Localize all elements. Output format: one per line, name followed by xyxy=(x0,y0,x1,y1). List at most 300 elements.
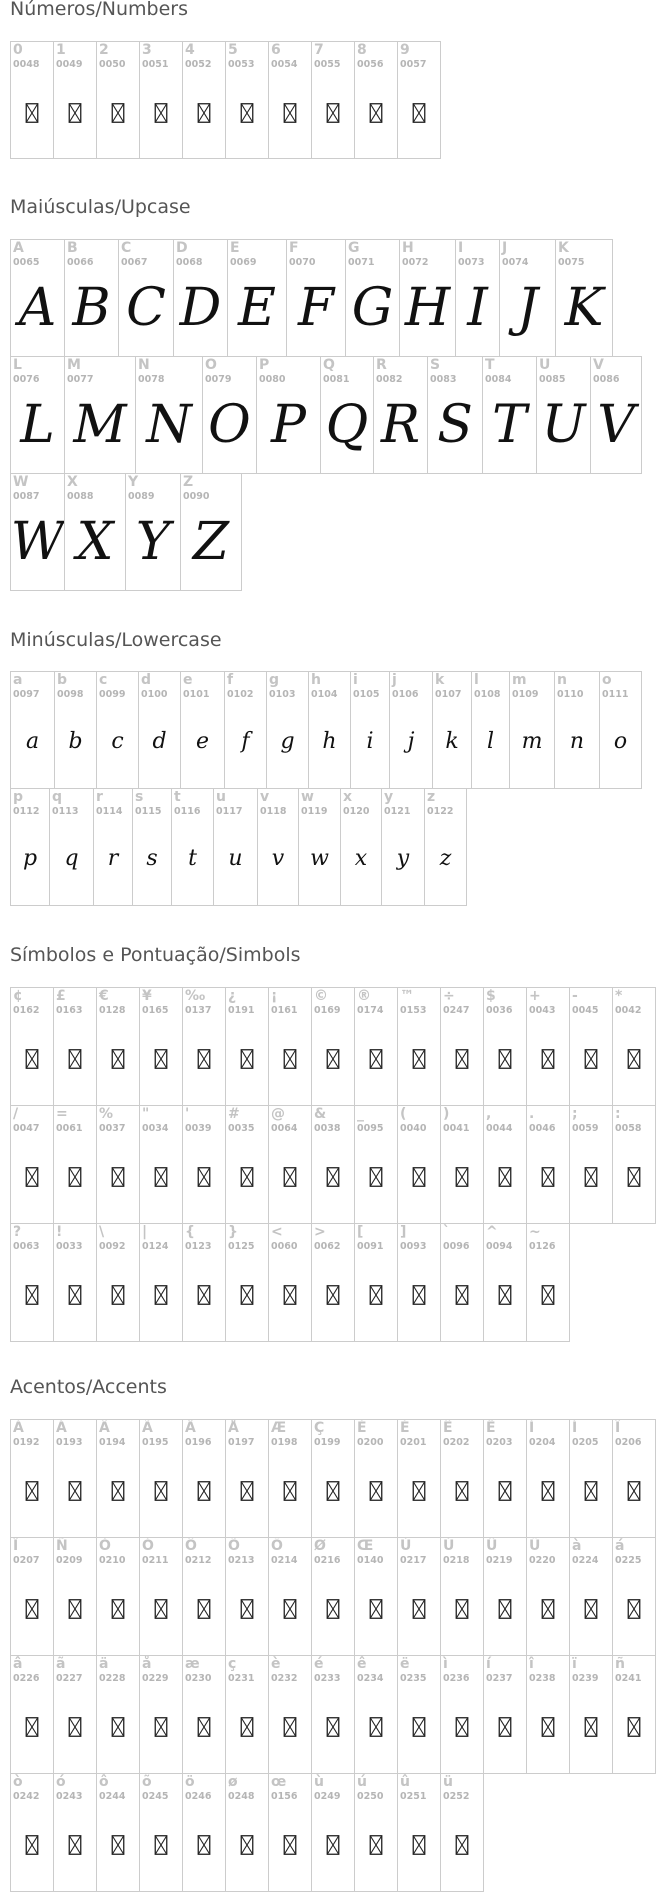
glyph-char-label: [ xyxy=(357,1224,364,1240)
missing-glyph-icon xyxy=(327,1599,340,1619)
glyph-code-label: 0105 xyxy=(353,689,380,700)
glyph-char-label: Ã xyxy=(142,1420,153,1436)
glyph-char-label: I xyxy=(458,240,464,256)
glyph-cell xyxy=(257,788,299,906)
script-glyph-preview: j xyxy=(407,728,415,754)
glyph-char-label: d xyxy=(141,672,152,688)
glyph-cell xyxy=(345,239,400,357)
glyph-code-label: 0033 xyxy=(56,1241,83,1252)
glyph-cell xyxy=(397,987,441,1106)
missing-glyph-icon xyxy=(456,1049,469,1069)
glyph-code-label: 0045 xyxy=(572,1005,599,1016)
glyph-cell xyxy=(182,1419,226,1538)
glyph-char-label: á xyxy=(615,1538,625,1554)
glyph-cell xyxy=(53,987,97,1106)
glyph-char-label: 5 xyxy=(228,42,238,58)
glyph-code-label: 0112 xyxy=(13,806,40,817)
missing-glyph-icon xyxy=(112,1167,125,1187)
glyph-char-label: ~ xyxy=(529,1224,541,1240)
glyph-char-label: 9 xyxy=(400,42,410,58)
glyph-char-label: È xyxy=(357,1420,367,1436)
glyph-char-label: ï xyxy=(572,1656,577,1672)
glyph-char-label: C xyxy=(121,240,132,256)
glyph-code-label: 0098 xyxy=(57,689,84,700)
script-glyph-preview: d xyxy=(152,728,167,754)
glyph-code-label: 0227 xyxy=(56,1673,83,1684)
glyph-char-label: " xyxy=(142,1106,150,1122)
missing-glyph-icon xyxy=(198,1835,211,1855)
glyph-code-label: 0192 xyxy=(13,1437,40,1448)
glyph-cell xyxy=(139,1655,183,1774)
glyph-char-label: k xyxy=(435,672,445,688)
script-glyph-preview: E xyxy=(238,278,276,338)
glyph-char-label: 4 xyxy=(185,42,195,58)
glyph-char-label: y xyxy=(384,789,394,805)
glyph-code-label: 0079 xyxy=(205,374,232,385)
glyph-code-label: 0110 xyxy=(557,689,584,700)
glyph-cell xyxy=(308,671,351,789)
script-glyph-preview: A xyxy=(18,278,57,338)
glyph-cell xyxy=(268,1105,312,1224)
glyph-char-label: O xyxy=(205,357,217,373)
missing-glyph-icon xyxy=(327,1049,340,1069)
glyph-cell xyxy=(526,1105,570,1224)
glyph-cell xyxy=(96,41,140,159)
missing-glyph-icon xyxy=(198,1481,211,1501)
script-glyph-preview: F xyxy=(297,278,335,338)
glyph-code-label: 0169 xyxy=(314,1005,341,1016)
glyph-char-label: h xyxy=(311,672,321,688)
script-glyph-preview: J xyxy=(517,278,538,338)
glyph-char-label: Z xyxy=(183,474,194,490)
missing-glyph-icon xyxy=(26,1167,39,1187)
glyph-code-label: 0234 xyxy=(357,1673,384,1684)
glyph-cell xyxy=(397,1419,441,1538)
glyph-cell xyxy=(53,1419,97,1538)
missing-glyph-icon xyxy=(26,1717,39,1737)
script-glyph-preview: k xyxy=(445,728,459,754)
missing-glyph-icon xyxy=(499,1049,512,1069)
glyph-cell xyxy=(397,41,441,159)
glyph-code-label: 0204 xyxy=(529,1437,556,1448)
glyph-code-label: 0041 xyxy=(443,1123,470,1134)
glyph-code-label: 0238 xyxy=(529,1673,556,1684)
script-glyph-preview: c xyxy=(111,728,124,754)
glyph-code-label: 0107 xyxy=(435,689,462,700)
missing-glyph-icon xyxy=(327,1717,340,1737)
glyph-char-label: ¿ xyxy=(228,988,237,1004)
missing-glyph-icon xyxy=(155,1599,168,1619)
glyph-char-label: Œ xyxy=(357,1538,374,1554)
glyph-code-label: 0162 xyxy=(13,1005,40,1016)
script-glyph-preview: w xyxy=(310,845,329,871)
glyph-cell xyxy=(590,356,642,474)
glyph-code-label: 0047 xyxy=(13,1123,40,1134)
glyph-cell xyxy=(10,1223,54,1342)
missing-glyph-icon xyxy=(155,1049,168,1069)
glyph-char-label: X xyxy=(67,474,78,490)
script-glyph-preview: P xyxy=(271,395,306,455)
glyph-char-label: ì xyxy=(443,1656,448,1672)
glyph-code-label: 0082 xyxy=(376,374,403,385)
glyph-cell xyxy=(49,788,94,906)
glyph-code-label: 0093 xyxy=(400,1241,427,1252)
glyph-cell xyxy=(139,1223,183,1342)
glyph-grid-symbols xyxy=(10,987,655,1341)
glyph-cell xyxy=(482,356,537,474)
glyph-code-label: 0219 xyxy=(486,1555,513,1566)
script-glyph-preview: e xyxy=(195,728,210,754)
glyph-code-label: 0247 xyxy=(443,1005,470,1016)
missing-glyph-icon xyxy=(585,1481,598,1501)
glyph-cell xyxy=(10,1655,54,1774)
glyph-char-label: B xyxy=(67,240,78,256)
glyph-char-label: 3 xyxy=(142,42,152,58)
glyph-cell xyxy=(483,1223,527,1342)
glyph-char-label: ¢ xyxy=(13,988,23,1004)
glyph-char-label: Ç xyxy=(314,1420,325,1436)
glyph-char-label: é xyxy=(314,1656,324,1672)
glyph-cell xyxy=(354,41,398,159)
glyph-char-label: l xyxy=(474,672,479,688)
glyph-char-label: ? xyxy=(13,1224,22,1240)
glyph-cell xyxy=(118,239,174,357)
glyph-cell xyxy=(227,239,287,357)
glyph-code-label: 0044 xyxy=(486,1123,513,1134)
glyph-cell xyxy=(182,1223,226,1342)
glyph-code-label: 0067 xyxy=(121,257,148,268)
glyph-cell xyxy=(182,1105,226,1224)
glyph-code-label: 0214 xyxy=(271,1555,298,1566)
glyph-code-label: 0083 xyxy=(430,374,457,385)
glyph-char-label: S xyxy=(430,357,441,373)
glyph-cell xyxy=(311,1223,355,1342)
glyph-char-label: ö xyxy=(185,1774,195,1790)
glyph-cell xyxy=(182,41,226,159)
script-glyph-preview: H xyxy=(404,278,451,338)
glyph-char-label: i xyxy=(353,672,358,688)
glyph-code-label: 0049 xyxy=(56,59,83,70)
glyph-code-label: 0104 xyxy=(311,689,338,700)
glyph-code-label: 0078 xyxy=(138,374,165,385)
script-glyph-preview: I xyxy=(467,278,488,338)
missing-glyph-icon xyxy=(69,1167,82,1187)
glyph-code-label: 0059 xyxy=(572,1123,599,1134)
missing-glyph-icon xyxy=(327,103,340,123)
glyph-cell xyxy=(440,1419,484,1538)
script-glyph-preview: X xyxy=(76,512,114,572)
glyph-char-label: ) xyxy=(443,1106,450,1122)
glyph-char-label: ø xyxy=(228,1774,238,1790)
glyph-code-label: 0080 xyxy=(259,374,286,385)
glyph-code-label: 0232 xyxy=(271,1673,298,1684)
glyph-char-label: - xyxy=(572,988,578,1004)
glyph-code-label: 0244 xyxy=(99,1791,126,1802)
script-glyph-preview: b xyxy=(68,728,83,754)
glyph-char-label: n xyxy=(557,672,567,688)
glyph-code-label: 0120 xyxy=(343,806,370,817)
glyph-char-label: É xyxy=(400,1420,410,1436)
glyph-cell xyxy=(311,1419,355,1538)
glyph-cell xyxy=(424,788,467,906)
glyph-char-label: z xyxy=(427,789,436,805)
script-glyph-preview: q xyxy=(64,845,79,871)
glyph-cell xyxy=(389,671,433,789)
glyph-cell xyxy=(440,1223,484,1342)
glyph-code-label: 0101 xyxy=(183,689,210,700)
script-glyph-preview: a xyxy=(25,728,40,754)
glyph-code-label: 0210 xyxy=(99,1555,126,1566)
glyph-char-label: $ xyxy=(486,988,496,1004)
glyph-code-label: 0200 xyxy=(357,1437,384,1448)
glyph-code-label: 0084 xyxy=(485,374,512,385)
glyph-cell xyxy=(354,987,398,1106)
glyph-code-label: 0037 xyxy=(99,1123,126,1134)
glyph-code-label: 0126 xyxy=(529,1241,556,1252)
glyph-code-label: 0226 xyxy=(13,1673,40,1684)
glyph-code-label: 0194 xyxy=(99,1437,126,1448)
missing-glyph-icon xyxy=(241,1049,254,1069)
glyph-cell xyxy=(268,1655,312,1774)
section-title-symbols: Símbolos e Pontuação/Simbols xyxy=(10,944,301,966)
glyph-char-label: * xyxy=(615,988,623,1004)
glyph-char-label: ç xyxy=(228,1656,237,1672)
glyph-char-label: í xyxy=(486,1656,491,1672)
missing-glyph-icon xyxy=(284,1717,297,1737)
missing-glyph-icon xyxy=(628,1167,641,1187)
glyph-cell xyxy=(182,1655,226,1774)
missing-glyph-icon xyxy=(241,1717,254,1737)
missing-glyph-icon xyxy=(542,1167,555,1187)
glyph-code-label: 0118 xyxy=(260,806,287,817)
glyph-code-label: 0198 xyxy=(271,1437,298,1448)
glyph-code-label: 0100 xyxy=(141,689,168,700)
glyph-cell xyxy=(397,1773,441,1892)
missing-glyph-icon xyxy=(69,1481,82,1501)
glyph-cell xyxy=(225,1223,269,1342)
glyph-code-label: 0174 xyxy=(357,1005,384,1016)
glyph-cell xyxy=(483,1537,527,1656)
glyph-cell xyxy=(53,1537,97,1656)
glyph-char-label: 7 xyxy=(314,42,324,58)
glyph-cell xyxy=(569,1537,613,1656)
glyph-cell xyxy=(96,1537,140,1656)
glyph-char-label: o xyxy=(602,672,612,688)
script-glyph-preview: W xyxy=(10,512,65,572)
missing-glyph-icon xyxy=(499,1167,512,1187)
glyph-char-label: ó xyxy=(56,1774,66,1790)
glyph-code-label: 0211 xyxy=(142,1555,169,1566)
glyph-char-label: g xyxy=(269,672,280,688)
missing-glyph-icon xyxy=(370,1167,383,1187)
missing-glyph-icon xyxy=(370,1481,383,1501)
glyph-cell xyxy=(10,41,54,159)
glyph-code-label: 0202 xyxy=(443,1437,470,1448)
glyph-code-label: 0088 xyxy=(67,491,94,502)
glyph-char-label: ê xyxy=(357,1656,367,1672)
glyph-char-label: Õ xyxy=(228,1538,240,1554)
missing-glyph-icon xyxy=(112,1285,125,1305)
glyph-code-label: 0122 xyxy=(427,806,454,817)
glyph-char-label: P xyxy=(259,357,270,373)
missing-glyph-icon xyxy=(26,1835,39,1855)
glyph-code-label: 0087 xyxy=(13,491,40,502)
glyph-char-label: a xyxy=(13,672,23,688)
glyph-char-label: r xyxy=(96,789,103,805)
glyph-cell xyxy=(612,1419,656,1538)
script-glyph-preview: G xyxy=(351,278,394,338)
glyph-cell xyxy=(10,1537,54,1656)
glyph-code-label: 0231 xyxy=(228,1673,255,1684)
glyph-cell xyxy=(132,788,172,906)
script-glyph-preview: m xyxy=(521,728,543,754)
glyph-char-label: ô xyxy=(99,1774,109,1790)
glyph-cell xyxy=(53,1655,97,1774)
glyph-code-label: 0217 xyxy=(400,1555,427,1566)
glyph-code-label: 0050 xyxy=(99,59,126,70)
glyph-char-label: ^ xyxy=(486,1224,498,1240)
glyph-cell xyxy=(340,788,382,906)
missing-glyph-icon xyxy=(284,1481,297,1501)
glyph-code-label: 0196 xyxy=(185,1437,212,1448)
glyph-char-label: Ñ xyxy=(56,1538,68,1554)
missing-glyph-icon xyxy=(198,1049,211,1069)
glyph-char-label: F xyxy=(289,240,299,256)
glyph-cell xyxy=(311,987,355,1106)
glyph-cell xyxy=(440,1537,484,1656)
script-glyph-preview: f xyxy=(241,728,250,754)
glyph-code-label: 0212 xyxy=(185,1555,212,1566)
glyph-cell xyxy=(397,1537,441,1656)
glyph-code-label: 0061 xyxy=(56,1123,83,1134)
missing-glyph-icon xyxy=(69,1285,82,1305)
glyph-cell xyxy=(526,987,570,1106)
glyph-code-label: 0102 xyxy=(227,689,254,700)
missing-glyph-icon xyxy=(26,1049,39,1069)
glyph-char-label: ( xyxy=(400,1106,407,1122)
missing-glyph-icon xyxy=(327,1167,340,1187)
glyph-cell xyxy=(96,671,139,789)
glyph-char-label: ü xyxy=(443,1774,453,1790)
glyph-char-label: 6 xyxy=(271,42,281,58)
glyph-cell xyxy=(399,239,456,357)
glyph-code-label: 0197 xyxy=(228,1437,255,1448)
glyph-char-label: Ó xyxy=(142,1538,154,1554)
glyph-cell xyxy=(53,41,97,159)
glyph-code-label: 0058 xyxy=(615,1123,642,1134)
glyph-char-label: Ò xyxy=(99,1538,111,1554)
missing-glyph-icon xyxy=(456,1835,469,1855)
glyph-cell xyxy=(381,788,425,906)
missing-glyph-icon xyxy=(542,1481,555,1501)
missing-glyph-icon xyxy=(198,1167,211,1187)
glyph-code-label: 0128 xyxy=(99,1005,126,1016)
glyph-char-label: ÷ xyxy=(443,988,455,1004)
missing-glyph-icon xyxy=(628,1599,641,1619)
script-glyph-preview: i xyxy=(366,728,374,754)
missing-glyph-icon xyxy=(327,1285,340,1305)
script-glyph-preview: y xyxy=(396,845,410,871)
glyph-char-label: æ xyxy=(185,1656,200,1672)
missing-glyph-icon xyxy=(155,1481,168,1501)
glyph-char-label: \ xyxy=(99,1224,105,1240)
glyph-char-label: Y xyxy=(128,474,139,490)
glyph-cell xyxy=(311,1537,355,1656)
glyph-char-label: + xyxy=(529,988,541,1004)
missing-glyph-icon xyxy=(69,1835,82,1855)
missing-glyph-icon xyxy=(155,1717,168,1737)
missing-glyph-icon xyxy=(284,1835,297,1855)
glyph-cell xyxy=(180,671,225,789)
missing-glyph-icon xyxy=(241,1481,254,1501)
glyph-cell xyxy=(298,788,341,906)
glyph-code-label: 0236 xyxy=(443,1673,470,1684)
glyph-code-label: 0056 xyxy=(357,59,384,70)
missing-glyph-icon xyxy=(585,1049,598,1069)
glyph-char-label: Æ xyxy=(271,1420,287,1436)
script-glyph-preview: x xyxy=(354,845,368,871)
glyph-cell xyxy=(171,788,214,906)
glyph-char-label: % xyxy=(99,1106,114,1122)
glyph-char-label: R xyxy=(376,357,387,373)
glyph-char-label: è xyxy=(271,1656,281,1672)
glyph-char-label: Ì xyxy=(529,1420,535,1436)
missing-glyph-icon xyxy=(112,1049,125,1069)
glyph-cell xyxy=(612,1655,656,1774)
glyph-code-label: 0209 xyxy=(56,1555,83,1566)
glyph-cell xyxy=(354,1773,398,1892)
glyph-code-label: 0085 xyxy=(539,374,566,385)
missing-glyph-icon xyxy=(155,1835,168,1855)
script-glyph-preview: Z xyxy=(192,512,230,572)
glyph-code-label: 0064 xyxy=(271,1123,298,1134)
glyph-cell xyxy=(139,1537,183,1656)
missing-glyph-icon xyxy=(198,1599,211,1619)
glyph-code-label: 0109 xyxy=(512,689,539,700)
glyph-code-label: 0054 xyxy=(271,59,298,70)
missing-glyph-icon xyxy=(198,1717,211,1737)
glyph-code-label: 0052 xyxy=(185,59,212,70)
glyph-char-label: ò xyxy=(13,1774,23,1790)
glyph-code-label: 0096 xyxy=(443,1241,470,1252)
glyph-char-label: p xyxy=(13,789,24,805)
glyph-char-label: Ù xyxy=(400,1538,412,1554)
script-glyph-preview: D xyxy=(179,278,222,338)
glyph-char-label: ‰ xyxy=(185,988,206,1004)
glyph-cell xyxy=(354,1105,398,1224)
glyph-cell xyxy=(440,1773,484,1892)
missing-glyph-icon xyxy=(628,1049,641,1069)
glyph-code-label: 0115 xyxy=(135,806,162,817)
glyph-code-label: 0073 xyxy=(458,257,485,268)
glyph-grid-numbers xyxy=(10,41,440,158)
glyph-char-label: j xyxy=(392,672,397,688)
glyph-char-label: | xyxy=(142,1224,148,1240)
glyph-cell xyxy=(173,239,228,357)
missing-glyph-icon xyxy=(241,1285,254,1305)
glyph-code-label: 0053 xyxy=(228,59,255,70)
missing-glyph-icon xyxy=(112,1835,125,1855)
glyph-code-label: 0114 xyxy=(96,806,123,817)
glyph-code-label: 0246 xyxy=(185,1791,212,1802)
glyph-char-label: 8 xyxy=(357,42,367,58)
script-glyph-preview: O xyxy=(208,395,251,455)
glyph-cell xyxy=(10,987,54,1106)
glyph-char-label: u xyxy=(216,789,226,805)
glyph-cell xyxy=(612,1537,656,1656)
glyph-cell xyxy=(311,1773,355,1892)
glyph-char-label: c xyxy=(99,672,108,688)
